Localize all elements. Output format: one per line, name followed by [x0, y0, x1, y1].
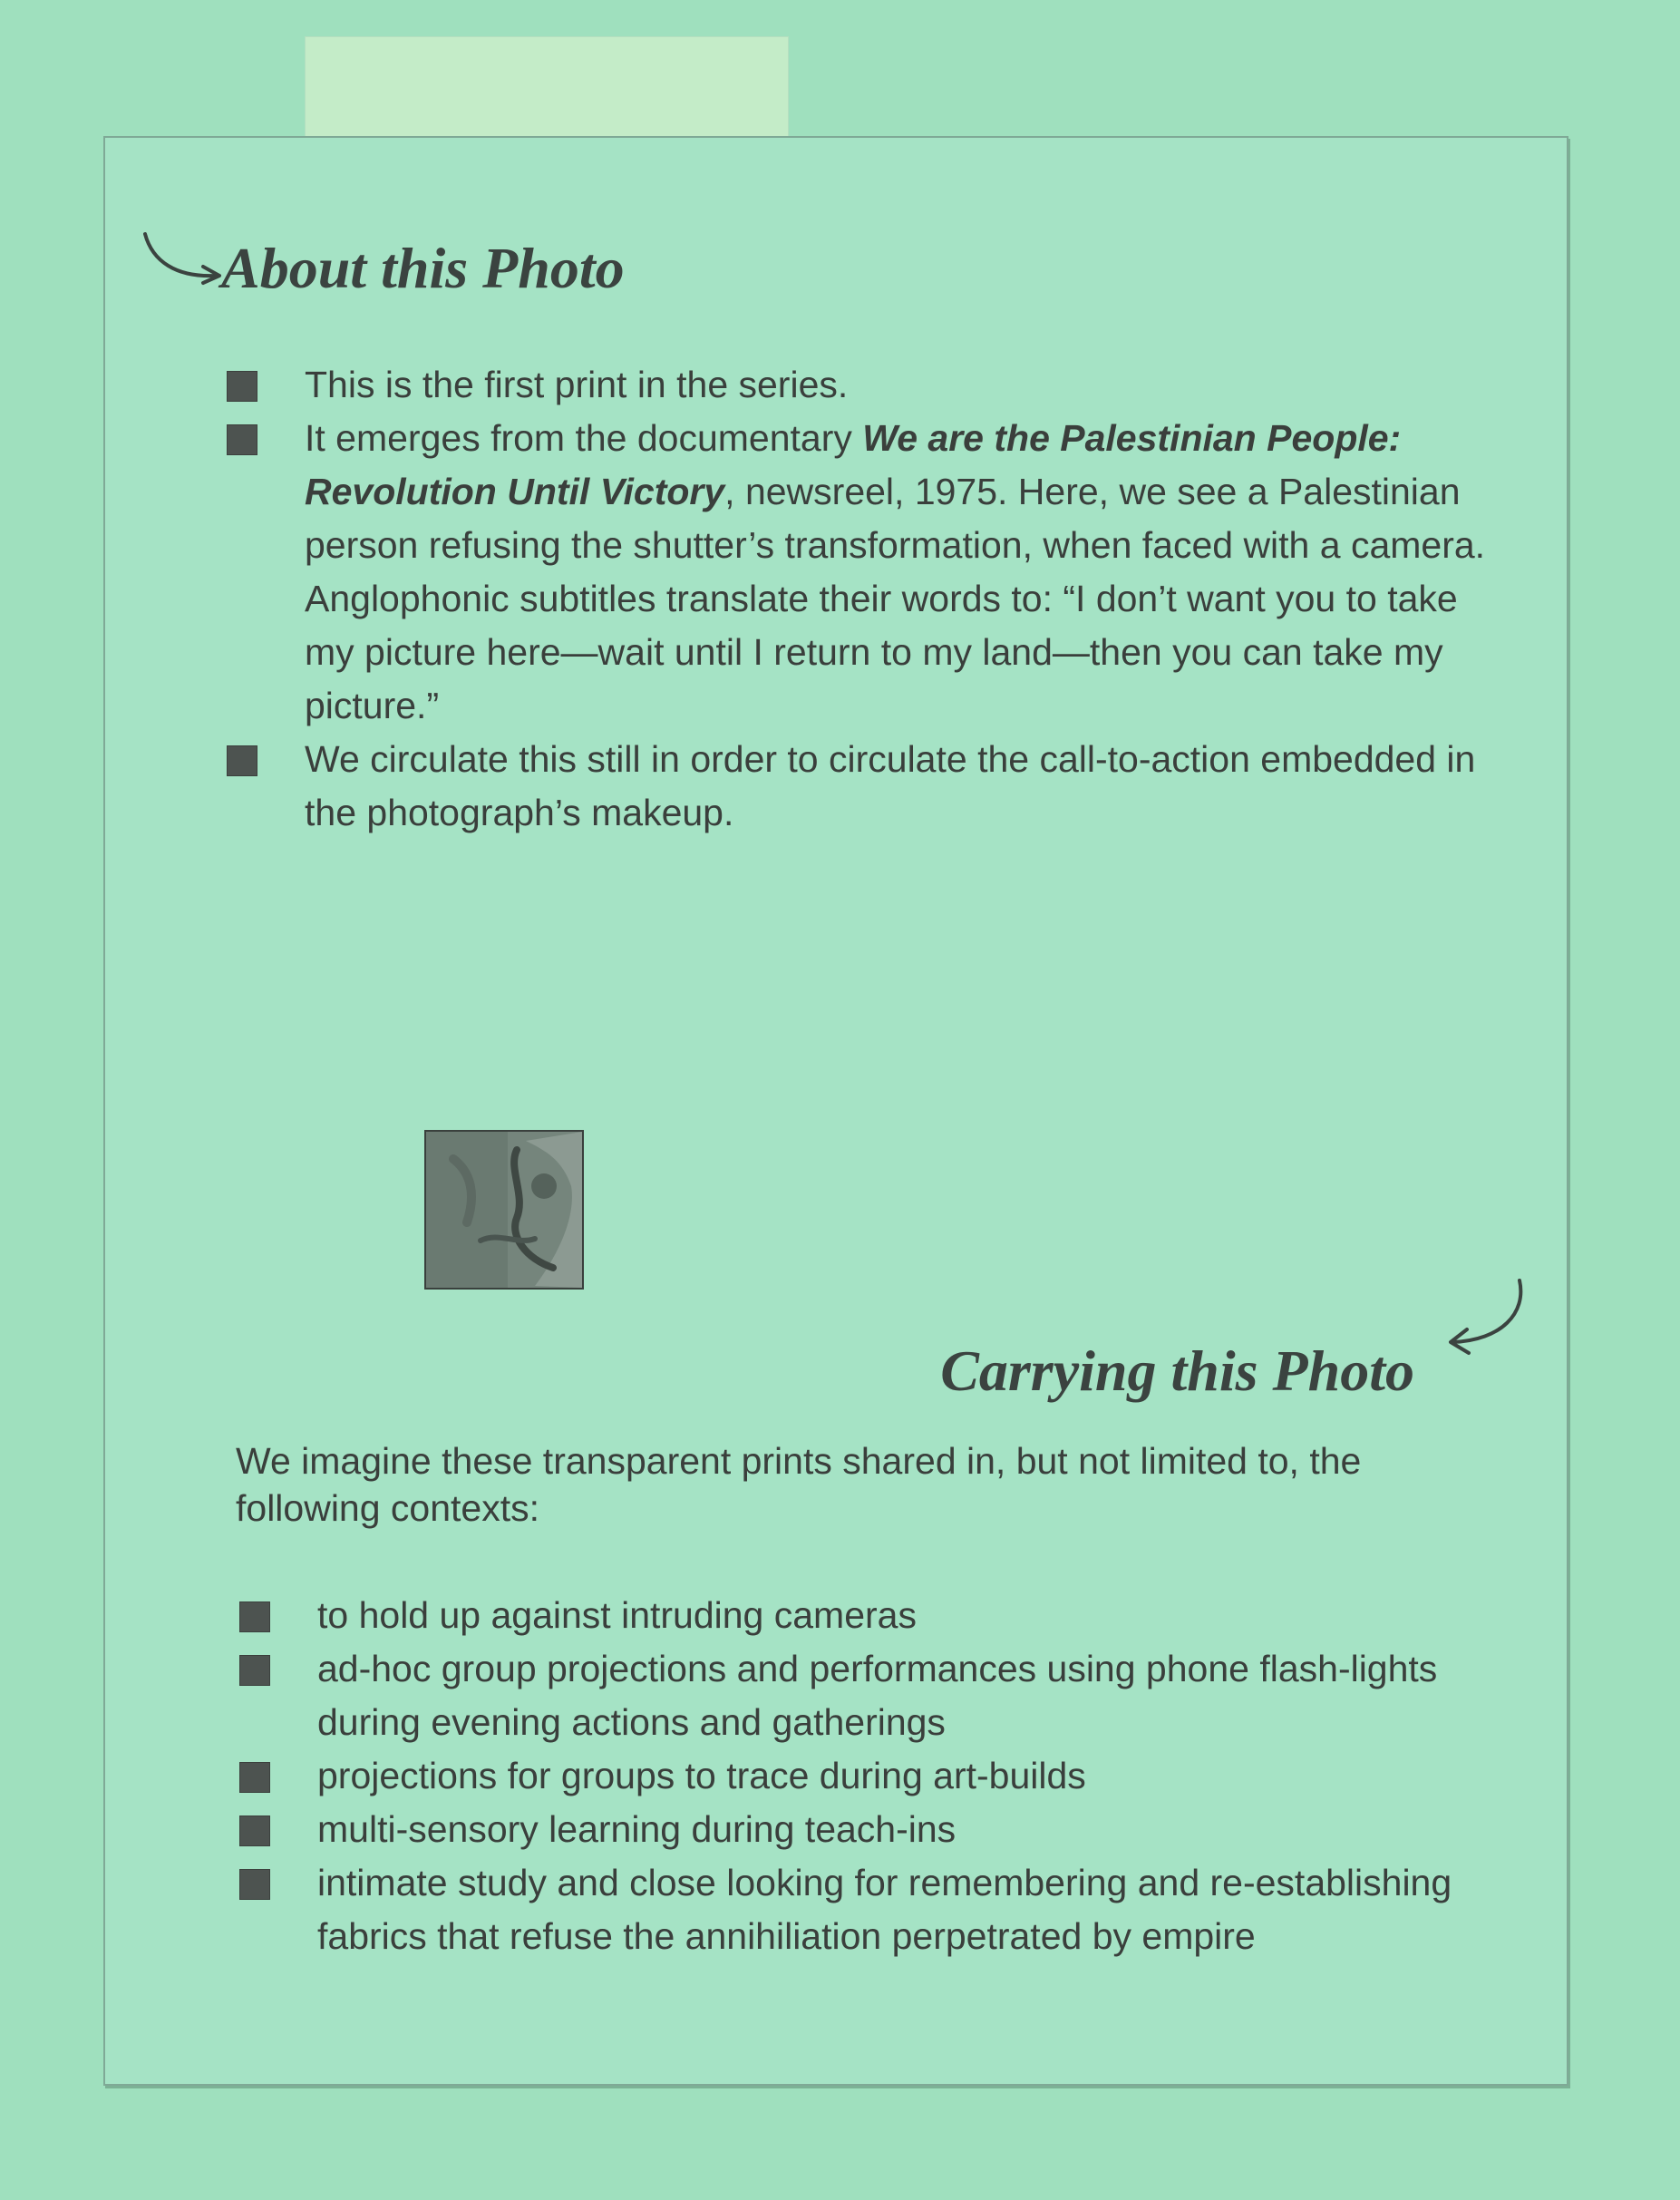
about-item-text: We circulate this still in order to circulate the call-to-action embedded in the photograph’s makeup.: [305, 738, 1476, 833]
about-item-2: [227, 412, 1514, 733]
carrying-item-text: intimate study and close looking for remembering and re-establishing fabrics that refuse the annihiliation perpetrated by empire: [317, 1862, 1452, 1957]
carrying-item-5: [239, 1856, 1527, 1963]
carrying-item-text: to hold up against intruding cameras: [317, 1594, 917, 1636]
carrying-intro: We imagine these transparent prints shared in, but not limited to, the following contexts:: [236, 1440, 1362, 1529]
carrying-item-4: [239, 1803, 1527, 1856]
carrying-item-3: [239, 1749, 1527, 1803]
about-item-text: This is the first print in the series.: [305, 364, 849, 405]
curved-arrow-right-icon: [140, 225, 230, 288]
info-card: [103, 136, 1568, 2086]
square-bullet-icon: [227, 745, 257, 776]
curved-arrow-left-icon: [1420, 1277, 1538, 1377]
documentary-title: We are the Palestinian People: Revolution Until Victory: [305, 417, 1402, 512]
about-item-1: [227, 358, 1514, 412]
carrying-heading: Carrying this Photo: [940, 1338, 1414, 1403]
carrying-item-text: ad-hoc group projections and performances using phone flash-lights during evening actions and gatherings: [317, 1648, 1438, 1743]
photo-still: [426, 1132, 582, 1288]
square-bullet-icon: [239, 1601, 270, 1632]
carrying-item-2: [239, 1642, 1527, 1749]
square-bullet-icon: [239, 1869, 270, 1900]
about-item-3: [227, 733, 1514, 840]
carrying-item-1: [239, 1589, 1527, 1642]
carrying-item-text: projections for groups to trace during art-builds: [317, 1755, 1086, 1796]
about-item-prefix: It emerges from the documentary: [305, 417, 863, 459]
photo-window: [424, 1130, 584, 1290]
about-heading: About this Photo: [221, 236, 625, 300]
square-bullet-icon: [227, 371, 257, 402]
square-bullet-icon: [239, 1762, 270, 1793]
about-item-suffix: , newsreel, 1975. Here, we see a Palestinian person refusing the shutter’s transformation, when faced with a camera. Anglophonic subtitles translate their words to: “I don’t want you to take my picture here—wait until I return to my land—then you can take my picture.”: [305, 471, 1486, 726]
square-bullet-icon: [227, 424, 257, 455]
about-list: [227, 358, 1514, 840]
square-bullet-icon: [239, 1815, 270, 1846]
carrying-item-text: multi-sensory learning during teach-ins: [317, 1808, 957, 1850]
carrying-list: [239, 1589, 1527, 1963]
square-bullet-icon: [239, 1655, 270, 1686]
